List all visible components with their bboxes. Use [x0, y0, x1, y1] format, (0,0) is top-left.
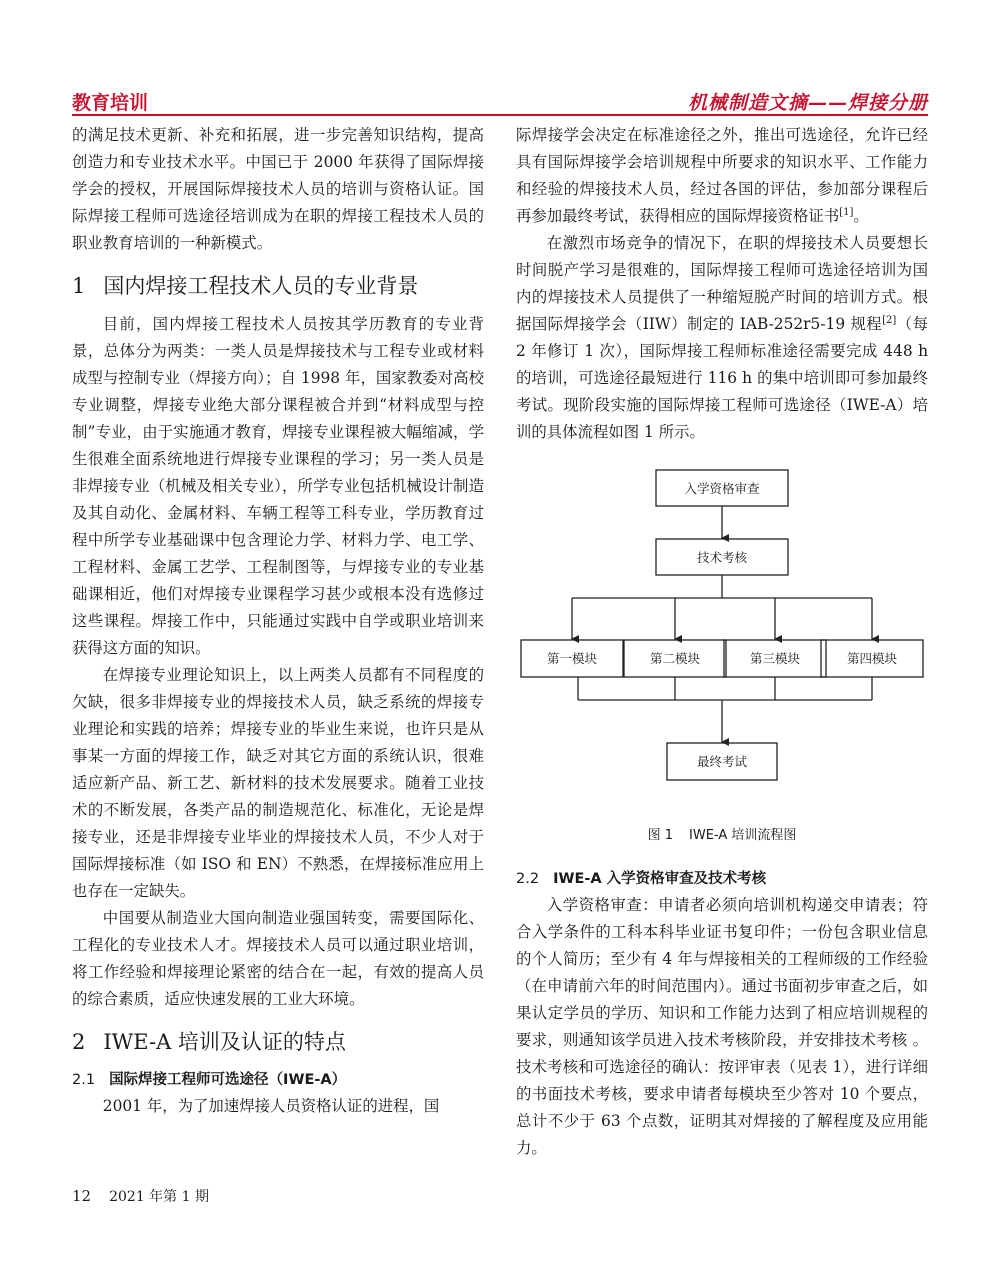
- figure-label: 图 1: [647, 828, 674, 843]
- page-footer: [72, 1186, 209, 1206]
- citation: [2]: [882, 314, 897, 326]
- section-number: 1: [72, 274, 86, 298]
- page-number: 12: [72, 1187, 92, 1205]
- right-column: [516, 122, 928, 1162]
- paragraph: 的满足技术更新、补充和拓展，进一步完善知识结构，提高创造力和专业技术水平。中国已于 2000 年获得了国际焊接学会的授权，开展国际焊接技术人员的培训与资格认证。国际焊接工程师可选途径培训成为在职的焊接工程技术人员的职业教育培训的一种新模式。: [72, 126, 484, 252]
- box-final-label: 最终考试: [696, 754, 748, 769]
- box-tech-label: 技术考核: [696, 550, 748, 565]
- section-title: IWE-A 培训及认证的特点: [103, 1030, 346, 1054]
- text-run: （每 2 年修订 1 次），国际焊接工程师标准途径需要完成 448 h 的培训，可选途径最短进行 116 h 的集中培训即可参加最终考试。现阶段实施的国际焊接工程师可选途径（IWE-A）培训的具体流程如图 1 所示。: [516, 315, 928, 441]
- box-admission-label: 入学资格审查: [684, 481, 760, 496]
- section-heading-1: [72, 271, 484, 301]
- text-run: 际焊接学会决定在标准途径之外，推出可选途径，允许已经具有国际焊接学会培训规程中所要求的知识水平、工作能力和经验的焊接技术人员，经过各国的评估，参加部分课程后再参加最终考试，获得相应的国际焊接资格证书: [516, 126, 928, 225]
- text-run: 在激烈市场竞争的情况下，在职的焊接技术人员要想长时间脱产学习是很难的，国际焊接工程师可选途径培训为国内的焊接技术人员提供了一种缩短脱产时间的培训方式。根据国际焊接学会（IIW）制定的 IAB-252r5-19 规程: [516, 234, 928, 333]
- box-module-1-label: 第一模块: [546, 651, 598, 666]
- box-module-3-label: 第三模块: [749, 651, 801, 666]
- section-title: 国内焊接工程技术人员的专业背景: [103, 274, 419, 298]
- subsection-number: 2.2: [516, 871, 540, 887]
- figure-caption-text: IWE-A 培训流程图: [689, 828, 797, 843]
- paragraph: 中国要从制造业大国向制造业强国转变，需要国际化、工程化的专业技术人才。焊接技术人员可以通过职业培训，将工作经验和焊接理论紧密的结合在一起，有效的提高人员的综合素质，适应快速发展的工业大环境。: [72, 909, 484, 1008]
- box-module-2-label: 第二模块: [649, 651, 701, 666]
- flowchart-figure: [516, 460, 928, 820]
- section-label: 教育培训: [72, 92, 149, 114]
- paragraph: 入学资格审查：申请者必须向培训机构递交申请表；符合入学条件的工科本科毕业证书复印件；一份包含职业信息的个人简历；至少有 4 年与焊接相关的工程师级的工作经验（在申请前六年的时间范围内）。通过书面初步审查之后，如果认定学员的学历、知识和工作能力达到了相应培训规程的要求，则通知该学员进入技术考核阶段，并安排技术考核 。技术考核和可选途径的确认：按评审表（见表 1），进行详细的书面技术考核，要求申请者每模块至少答对 10 个要点，总计不少于 63 个点数，证明其对焊接的了解程度及应用能力。: [516, 896, 928, 1157]
- subsection-title: 国际焊接工程师可选途径（IWE-A）: [109, 1072, 347, 1088]
- section-number: 2: [72, 1030, 86, 1054]
- citation: [1]: [839, 206, 854, 218]
- box-module-4-label: 第四模块: [846, 651, 898, 666]
- subsection-number: 2.1: [72, 1072, 96, 1088]
- paragraph: 在焊接专业理论知识上，以上两类人员都有不同程度的欠缺，很多非焊接专业的焊接技术人员，缺乏系统的焊接专业理论和实践的培养；焊接专业的毕业生来说，也许只是从事某一方面的焊接工作，缺乏对其它方面的系统认识，很难适应新产品、新工艺、新材料的技术发展要求。随着工业技术的不断发展，各类产品的制造规范化、标准化，无论是焊接专业，还是非焊接专业毕业的焊接技术人员，不少人对于国际焊接标准（如 ISO 和 EN）不熟悉，在焊接标准应用上也存在一定缺失。: [72, 666, 484, 900]
- subsection-heading-2-2: [516, 866, 928, 892]
- flowchart: [516, 460, 928, 820]
- issue-label: 2021 年第 1 期: [109, 1189, 209, 1205]
- paragraph: 目前，国内焊接工程技术人员按其学历教育的专业背景，总体分为两类：一类人员是焊接技术与工程专业或材料成型与控制专业（焊接方向）；自 1998 年，国家教委对高校专业调整，焊接专业绝大部分课程被合并到“材料成型与控制”专业，由于实施通才教育，焊接专业课程被大幅缩减，学生很难全面系统地进行焊接专业课程的学习；另一类人员是非焊接专业（机械及相关专业），所学专业包括机械设计制造及其自动化、金属材料、车辆工程等工科专业，学历教育过程中所学专业基础课中包含理论力学、材料力学、电工学、工程材料、金属工艺学、工程制图等，与焊接专业的专业基础课相近，他们对焊接专业课程学习甚少或根本没有选修过这些课程。焊接工作中，只能通过实践中自学或职业培训来获得这方面的知识。: [72, 315, 484, 657]
- paragraph: [516, 122, 928, 230]
- left-column: [72, 122, 484, 1120]
- running-header: [72, 88, 928, 114]
- journal-title: 机械制造文摘——焊接分册: [687, 92, 928, 114]
- subsection-heading-2-1: [72, 1067, 484, 1093]
- text-run: 。: [853, 207, 869, 225]
- paragraph: 2001 年，为了加速焊接人员资格认证的进程，国: [102, 1097, 440, 1115]
- header-rule: [72, 114, 928, 116]
- section-heading-2: [72, 1027, 484, 1057]
- figure-caption: [516, 826, 928, 846]
- paragraph: [516, 230, 928, 446]
- subsection-title: IWE-A 入学资格审查及技术考核: [553, 871, 767, 887]
